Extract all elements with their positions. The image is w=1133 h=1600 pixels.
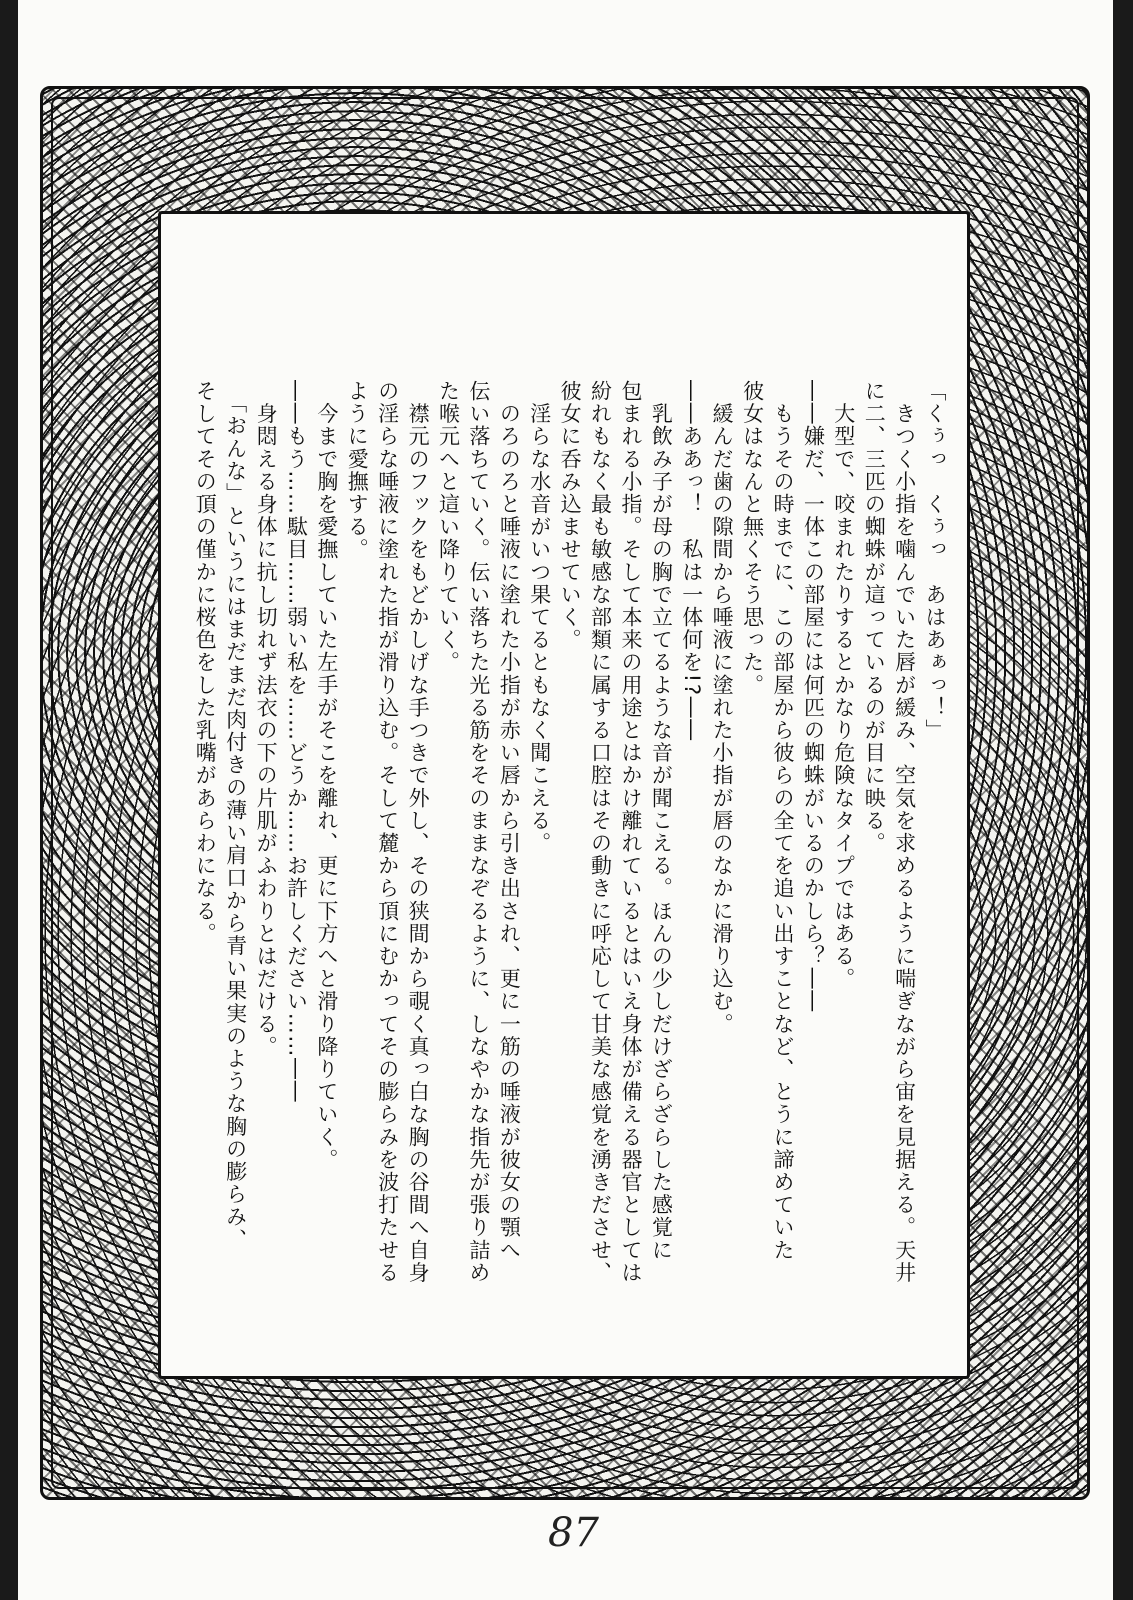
text-line: 「くぅっ くぅっ あはあぁっ！」	[923, 380, 947, 742]
text-line: た喉元へと這い降りていく。	[436, 380, 461, 674]
page-number: 87	[548, 1510, 599, 1556]
text-line: 包まれる小指。そして本来の用途とはかけ離れているとはいえ身体が備える器官としては	[618, 380, 643, 1284]
text-line: ように愛撫する。	[345, 380, 370, 561]
text-line: 大型で、咬まれたりするとかなり危険なタイプではある。	[831, 380, 856, 991]
text-line: に二、三匹の蜘蛛が這っているのが目に映る。	[862, 380, 887, 855]
text-line: ――嫌だ、一体この部屋には何匹の蜘蛛がいるのかしら？――	[801, 380, 826, 1013]
text-line: ――もう……駄目……弱い私を……どうか……お許しください……――	[284, 380, 309, 1104]
text-line: 伝い落ちていく。伝い落ちた光る筋をそのままなぞるように、しなやかな指先が張り詰め	[466, 380, 491, 1284]
text-line: 襟元のフックをもどかしげな手つきで外し、その狭間から覗く真っ白な胸の谷間へ自身	[406, 380, 431, 1284]
text-line: 彼女に呑み込ませていく。	[558, 380, 583, 652]
text-line: 紛れもなく最も敏感な部類に属する口腔はその動きに呼応して甘美な感覚を湧きださせ、	[588, 380, 613, 1284]
text-line: 緩んだ歯の隙間から唾液に塗れた小指が唇のなかに滑り込む。	[710, 380, 735, 1036]
text-line: もうその時までに、この部屋から彼らの全てを追い出すことなど、とうに諦めていた	[770, 380, 795, 1262]
text-line: 「おんな」というにはまだまだ肉付きの薄い肩口から青い果実のような胸の膨らみ、	[223, 380, 248, 1251]
text-line: 身悶える身体に抗し切れず法衣の下の片肌がふわりとはだける。	[254, 380, 279, 1058]
text-line: 今まで胸を愛撫していた左手がそこを離れ、更に下方へと滑り降りていく。	[314, 380, 339, 1171]
text-line: 彼女はなんと無くそう思った。	[740, 380, 765, 697]
text-line: そしてその頂の僅かに桜色をした乳嘴があらわになる。	[193, 380, 218, 945]
text-line: 乳飲み子が母の胸で立てるような音が聞こえる。ほんの少しだけざらざらした感覚に	[649, 380, 674, 1262]
text-line: きつく小指を噛んでいた唇が緩み、空気を求めるように喘ぎながら宙を見据える。天井	[892, 380, 917, 1284]
vertical-text-body	[185, 380, 950, 1310]
text-line: のろのろと唾液に塗れた小指が赤い唇から引き出され、更に一筋の唾液が彼女の顎へ	[497, 380, 522, 1262]
text-line: の淫らな唾液に塗れた指が滑り込む。そして麓から頂にむかってその膨らみを波打たせる	[375, 380, 400, 1284]
text-line: 淫らな水音がいつ果てるともなく聞こえる。	[527, 380, 552, 855]
text-line: ――ああっ！ 私は一体何を!?――	[679, 380, 704, 742]
